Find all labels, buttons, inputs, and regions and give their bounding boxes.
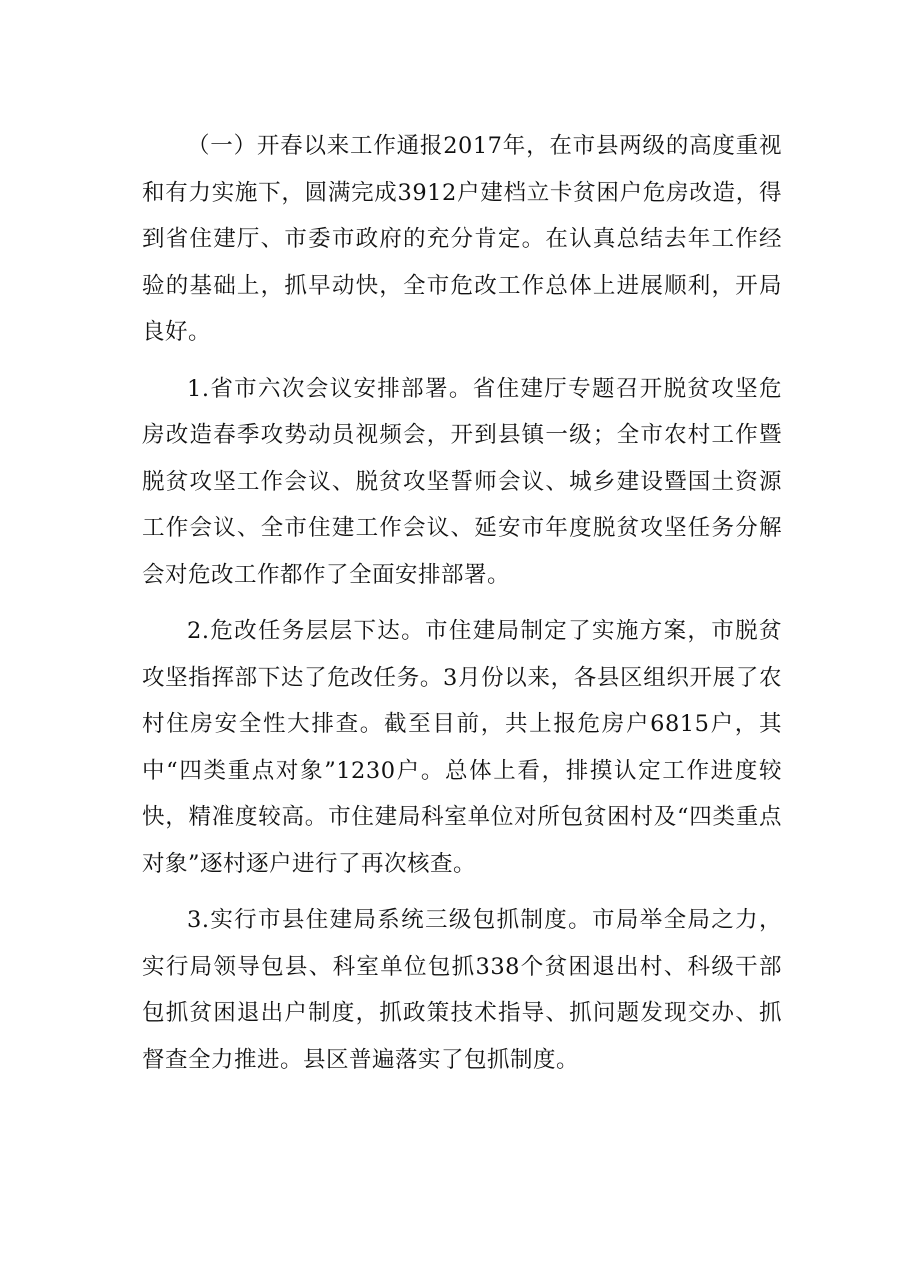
paragraph-item-1: 1.省市六次会议安排部署。省住建厅专题召开脱贫攻坚危房改造春季攻势动员视频会，开到县镇一级；全市农村工作暨脱贫攻坚工作会议、脱贫攻坚誓师会议、城乡建设暨国土资源工作会议、全市住建工作会议、延安市年度脱贫攻坚任务分解会对危改工作都作了全面安排部署。: [142, 375, 782, 588]
document-body: [142, 123, 782, 1093]
paragraph-item-2: 2.危改任务层层下达。市住建局制定了实施方案，市脱贫攻坚指挥部下达了危改任务。3月份以来，各县区组织开展了农村住房安全性大排查。截至目前，共上报危房户6815户，其中“四类重点对象”1230户。总体上看，排摸认定工作进度较快，精准度较高。市住建局科室单位对所包贫困村及“四类重点对象”逐村逐户进行了再次核查。: [142, 618, 782, 877]
paragraph-intro: （一）开春以来工作通报2017年，在市县两级的高度重视和有力实施下，圆满完成3912户建档立卡贫困户危房改造，得到省住建厅、市委市政府的充分肯定。在认真总结去年工作经验的基础上，抓早动快，全市危改工作总体上进展顺利，开局良好。: [142, 133, 782, 345]
paragraph-item-3: 3.实行市县住建局系统三级包抓制度。市局举全局之力，实行局领导包县、科室单位包抓338个贫困退出村、科级干部包抓贫困退出户制度，抓政策技术指导、抓问题发现交办、抓督查全力推进。县区普遍落实了包抓制度。: [142, 907, 782, 1073]
